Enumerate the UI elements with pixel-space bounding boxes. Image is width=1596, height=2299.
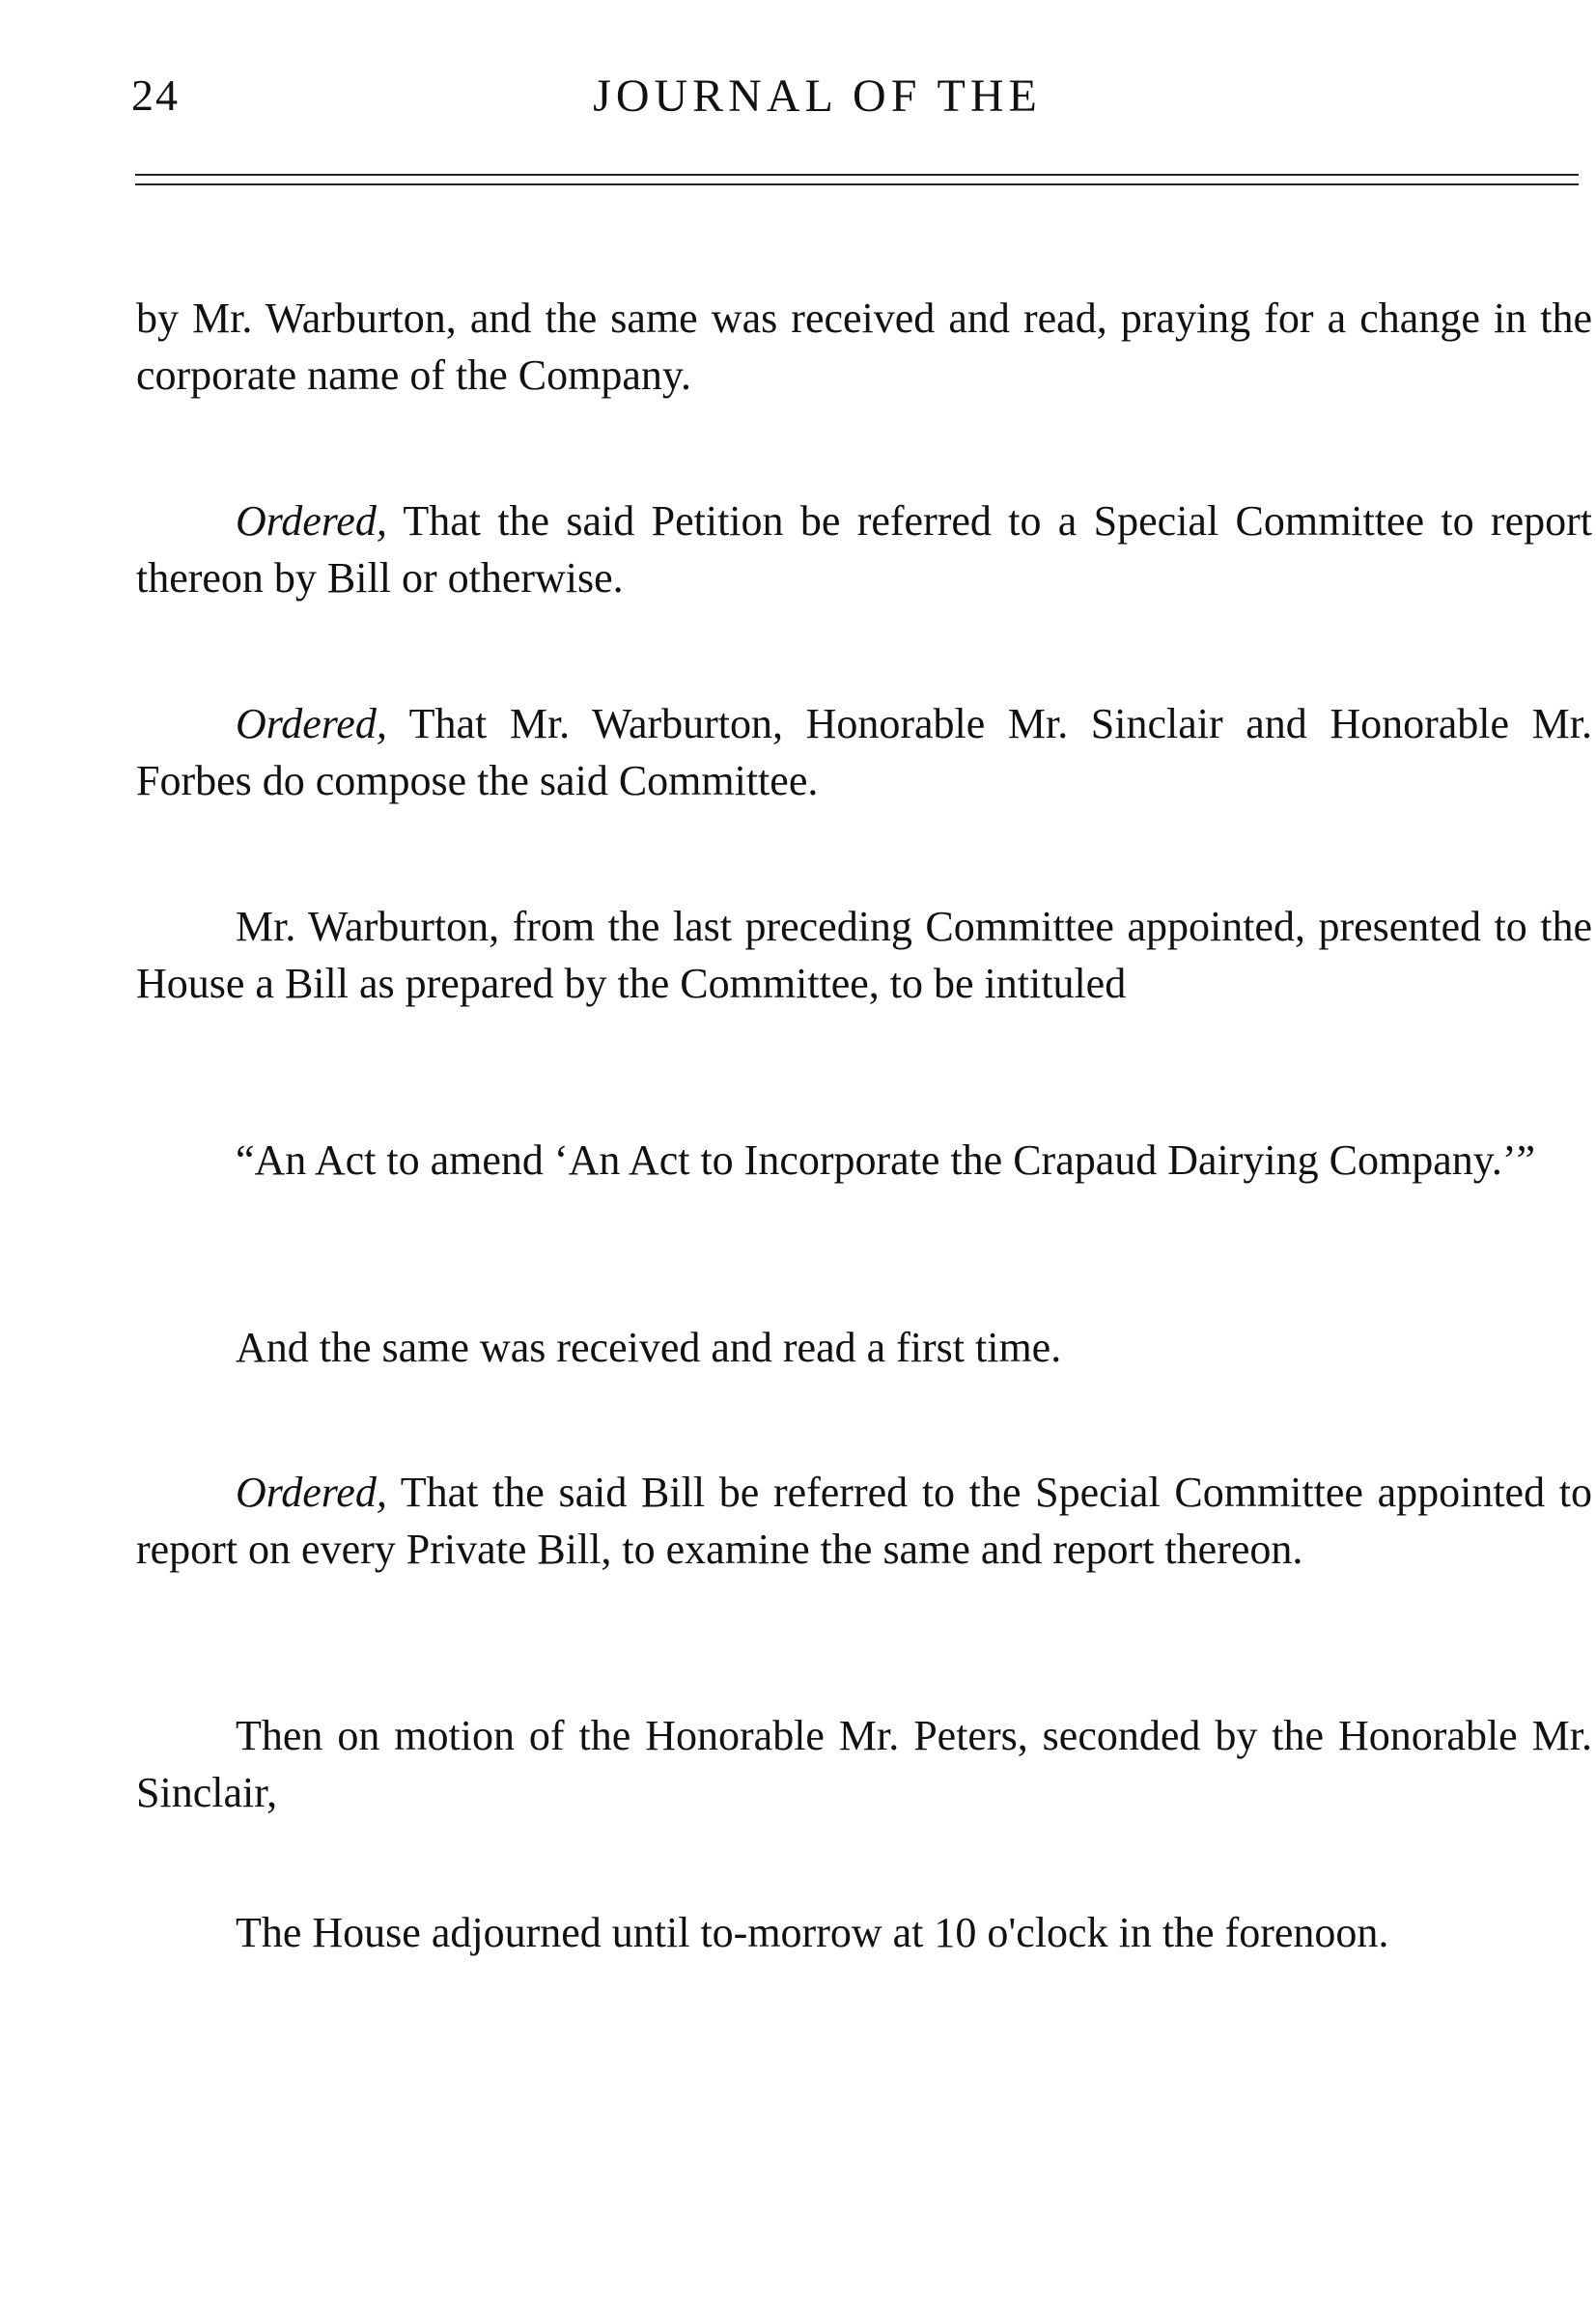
ordered-lead: Ordered, [236, 1469, 387, 1516]
running-title: JOURNAL OF THE [593, 70, 1042, 122]
paragraph-text: That Mr. Warburton, Honorable Mr. Sinclair and Honorable Mr. Forbes do compose the said Committee. [136, 700, 1592, 804]
header-rule-bottom [135, 183, 1579, 185]
header-rule-top [135, 174, 1579, 176]
paragraph-order-refer-bill [136, 1464, 1592, 1578]
paragraph-bill-title [136, 1132, 1592, 1189]
ordered-lead: Ordered, [236, 497, 387, 545]
paragraph-text: That the said Bill be referred to the Special Committee appointed to report on every Private Bill, to examine the same and report thereon. [136, 1469, 1592, 1573]
paragraph-text: The House adjourned until to-morrow at 10 o'clock in the forenoon. [236, 1909, 1389, 1956]
paragraph-text: by Mr. Warburton, and the same was received and read, praying for a change in the corporate name of the Company. [136, 294, 1592, 399]
paragraph-petition-continuation [136, 290, 1592, 404]
ordered-lead: Ordered, [236, 700, 387, 747]
paragraph-order-refer-petition [136, 492, 1592, 606]
paragraph-text: Then on motion of the Honorable Mr. Peters, seconded by the Honorable Mr. Sinclair, [136, 1712, 1592, 1816]
paragraph-text: “An Act to amend ‘An Act to Incorporate the Crapaud Dairying Company.’” [236, 1136, 1536, 1184]
page-number: 24 [131, 70, 180, 120]
paragraph-order-committee-members [136, 695, 1592, 809]
paragraph-motion [136, 1707, 1592, 1821]
paragraph-text: And the same was received and read a first time. [236, 1324, 1062, 1371]
paragraph-text: That the said Petition be referred to a Special Committee to report thereon by Bill or otherwise. [136, 497, 1592, 602]
paragraph-bill-presented [136, 898, 1592, 1012]
paragraph-text: Mr. Warburton, from the last preceding Committee appointed, presented to the House a Bill as prepared by the Committee, to be intituled [136, 903, 1592, 1007]
paragraph-first-reading [136, 1319, 1592, 1376]
paragraph-adjournment [136, 1904, 1592, 1961]
